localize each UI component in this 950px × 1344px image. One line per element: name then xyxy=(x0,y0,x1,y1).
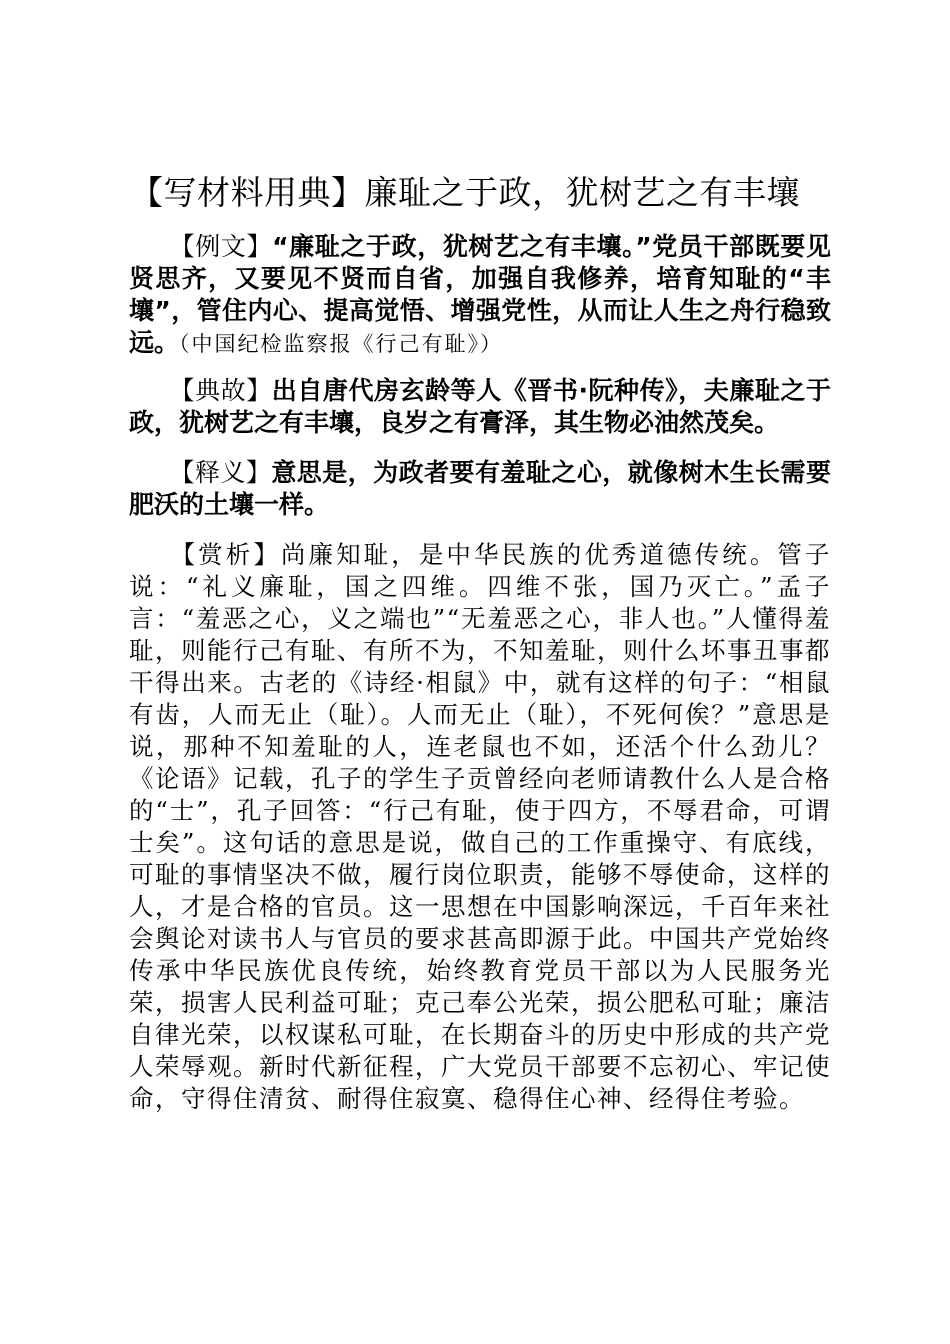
origin-text: 出自唐代房玄龄等人《晋书·阮种传》，夫廉耻之于政，犹树艺之有丰壤，良岁之有膏泽，其生物必油然茂矣。 xyxy=(129,376,831,437)
appreciation-paragraph xyxy=(129,539,831,1115)
appreciation-text: 尚廉知耻，是中华民族的优秀道德传统。管子说：“礼义廉耻，国之四维。四维不张，国乃灭亡。”孟子言：“羞恶之心，义之端也”“无羞恶之心，非人也。”人懂得羞耻，则能行己有耻、有所不为，不知羞耻，则什么坏事丑事都干得出来。古老的《诗经·相鼠》中，就有这样的句子：“相鼠有齿，人而无止（耻）。人而无止（耻），不死何俟？”意思是说，那种不知羞耻的人，连老鼠也不如，还活个什么劲儿？《论语》记载，孔子的学生子贡曾经向老师请教什么人是合格的“士”，孔子回答：“行己有耻，使于四方，不辱君命，可谓士矣”。这句话的意思是说，做自己的工作重操守、有底线，可耻的事情坚决不做，履行岗位职责，能够不辱使命，这样的人，才是合格的官员。这一思想在中国影响深远，千百年来社会舆论对读书人与官员的要求甚高即源于此。中国共产党始终传承中华民族优良传统，始终教育党员干部以为人民服务光荣，损害人民利益可耻；克己奉公光荣，损公肥私可耻；廉洁自律光荣，以权谋私可耻，在长期奋斗的历史中形成的共产党人荣辱观。新时代新征程，广大党员干部要不忘初心、牢记使命，守得住清贫、耐得住寂寞、稳得住心神、经得住考验。 xyxy=(129,540,832,1113)
article-title: 【写材料用典】廉耻之于政，犹树艺之有丰壤 xyxy=(130,173,800,212)
meaning-label: 【释义】 xyxy=(169,458,272,487)
example-paragraph xyxy=(129,231,831,360)
meaning-paragraph xyxy=(129,457,831,521)
example-text: “廉耻之于政，犹树艺之有丰壤。”党员干部既要见贤思齐，又要见不贤而自省，加强自我修养，培育知耻的“丰壤”，管住内心、提高觉悟、增强党性，从而让人生之舟行稳致远。 xyxy=(129,232,831,357)
origin-paragraph xyxy=(129,375,831,439)
origin-label: 【典故】 xyxy=(169,376,272,405)
appreciation-label: 【赏析】 xyxy=(169,540,281,569)
example-label: 【例文】 xyxy=(169,232,273,261)
meaning-text: 意思是，为政者要有羞耻之心，就像树木生长需要肥沃的土壤一样。 xyxy=(129,458,831,519)
example-source: （中国纪检监察报《行己有耻》） xyxy=(179,332,504,356)
